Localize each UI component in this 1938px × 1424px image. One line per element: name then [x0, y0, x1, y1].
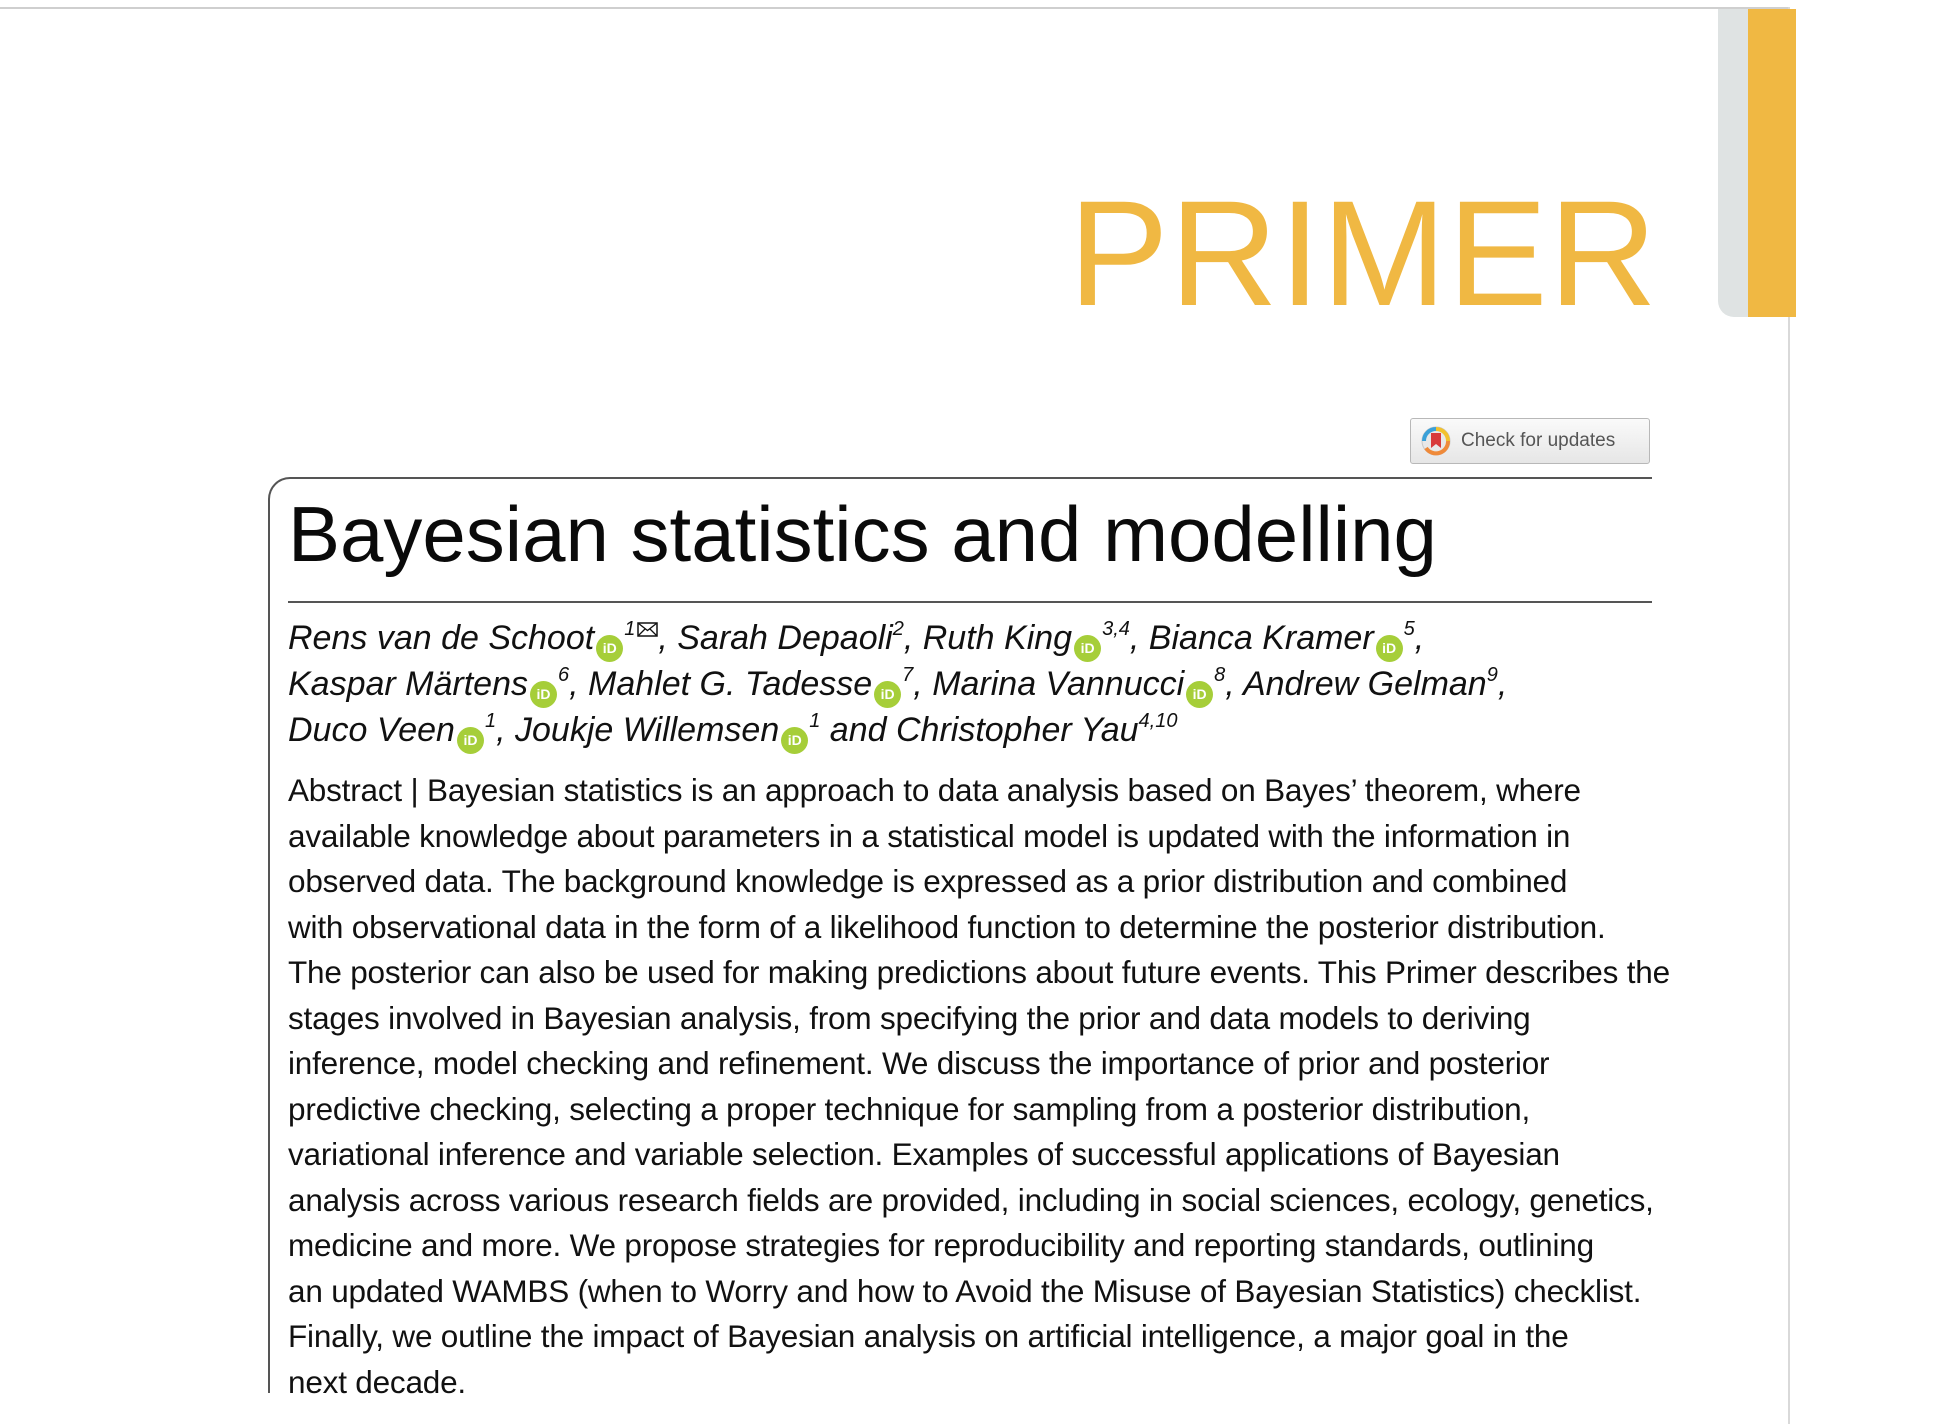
abstract-line: predictive checking, selecting a proper technique for sampling from a posterior distribution,: [288, 1090, 1531, 1127]
abstract-line: medicine and more. We propose strategies for reproducibility and reporting standards, outlining: [288, 1227, 1594, 1263]
abstract-line: variational inference and variable selection. Examples of successful applications of Bayesian: [288, 1136, 1560, 1172]
author-name[interactable]: [588, 665, 913, 703]
author-name-text: Mahlet G. Tadesse: [588, 665, 873, 703]
top-border-rule: [0, 7, 1790, 9]
author-name[interactable]: [288, 619, 658, 657]
crossmark-icon: [1421, 426, 1451, 456]
orcid-icon[interactable]: iD: [781, 727, 808, 754]
abstract-line: stages involved in Bayesian analysis, from specifying the prior and data models to deriving: [288, 999, 1531, 1036]
orcid-icon[interactable]: iD: [1074, 635, 1101, 662]
abstract-line: next decade.: [288, 1363, 466, 1400]
affiliation-marker: 2: [892, 618, 904, 640]
author-name[interactable]: [515, 711, 820, 749]
affiliation-marker: 1: [809, 710, 821, 732]
affiliation-marker: 1: [484, 710, 497, 732]
author-name-text: Marina Vannucci: [932, 665, 1185, 703]
author-name-text: Sarah Depaoli: [677, 619, 893, 657]
author-list: Rens van de Schoot $iD^1$ , Sarah Depaoli$^2$, Ruth King iD$^{3,4}$, Bianca Kramer $iD^5$, Kaspar Märtens $iD^6$, Mahlet G. Tadesse $iD^7$, Marina Vannucci $iD^8$, Andrew Gelman$^9$, Duco Veen $iD^1$, Joukje Willemsen $iD^1$ and Christopher Yau$^{4,10}$: [288, 616, 1652, 754]
abstract-line: analysis across various research fields are provided, including in social sciences, ecology, genetics,: [288, 1181, 1654, 1218]
author-name-text: Kaspar Märtens: [288, 665, 528, 703]
author-name[interactable]: [923, 619, 1130, 657]
author-name-text: Andrew Gelman: [1242, 665, 1487, 703]
abstract-line: inference, model checking and refinement. We discuss the importance of prior and posterior: [288, 1045, 1550, 1081]
author-name[interactable]: [288, 711, 496, 749]
affiliation-marker: 5: [1403, 618, 1415, 640]
author-name[interactable]: [932, 665, 1225, 703]
section-tab-accent: [1748, 9, 1796, 317]
author-name-text: Christopher Yau: [895, 711, 1139, 749]
author-name[interactable]: [288, 665, 569, 703]
affiliation-marker: 7: [902, 664, 914, 686]
mail-icon[interactable]: [637, 622, 658, 637]
author-name-text: Duco Veen: [288, 711, 455, 749]
author-name[interactable]: [677, 619, 904, 657]
author-name-text: Ruth King: [922, 619, 1073, 657]
author-name[interactable]: [896, 711, 1178, 749]
affiliation-marker: 6: [558, 664, 570, 686]
abstract-line: Finally, we outline the impact of Bayesian analysis on artificial intelligence, a major goal in the: [288, 1318, 1569, 1354]
affiliation-marker: 9: [1486, 664, 1498, 686]
affiliation-marker: 8: [1214, 664, 1226, 686]
check-for-updates-button[interactable]: [1410, 418, 1650, 464]
abstract-line: an updated WAMBS (when to Worry and how to Avoid the Misuse of Bayesian Statistics) checklist.: [288, 1272, 1642, 1309]
author-name[interactable]: [1243, 665, 1498, 703]
orcid-icon[interactable]: iD: [530, 681, 557, 708]
orcid-icon[interactable]: iD: [596, 635, 623, 662]
article-title: Bayesian statistics and modelling: [288, 490, 1437, 578]
section-tab-shadow: [1718, 9, 1750, 317]
author-name[interactable]: [1149, 619, 1415, 657]
title-divider: [288, 601, 1652, 603]
abstract-line: available knowledge about parameters in a statistical model is updated with the information in: [288, 817, 1571, 854]
abstract: [288, 768, 1670, 1405]
affiliation-marker: 3,4: [1102, 618, 1130, 640]
affiliation-marker: 4,10: [1138, 710, 1178, 732]
orcid-icon[interactable]: iD: [1186, 681, 1213, 708]
author-name-text: Rens van de Schoot: [288, 619, 595, 657]
orcid-icon[interactable]: iD: [874, 681, 901, 708]
orcid-icon[interactable]: iD: [1376, 635, 1403, 662]
abstract-line: Abstract | Bayesian statistics is an approach to data analysis based on Bayes’ theorem, where: [288, 772, 1581, 808]
abstract-line: observed data. The background knowledge is expressed as a prior distribution and combined: [288, 863, 1568, 899]
check-for-updates-label: Check for updates: [1461, 430, 1616, 451]
abstract-line: with observational data in the form of a likelihood function to determine the posterior distribution.: [288, 908, 1606, 945]
author-name-text: Bianca Kramer: [1148, 619, 1374, 657]
abstract-line: The posterior can also be used for making predictions about future events. This Primer describes the: [288, 954, 1670, 990]
author-name-text: Joukje Willemsen: [515, 711, 780, 749]
affiliation-marker: 1: [624, 618, 636, 640]
section-label: PRIMER: [1068, 169, 1658, 337]
orcid-icon[interactable]: iD: [457, 727, 484, 754]
